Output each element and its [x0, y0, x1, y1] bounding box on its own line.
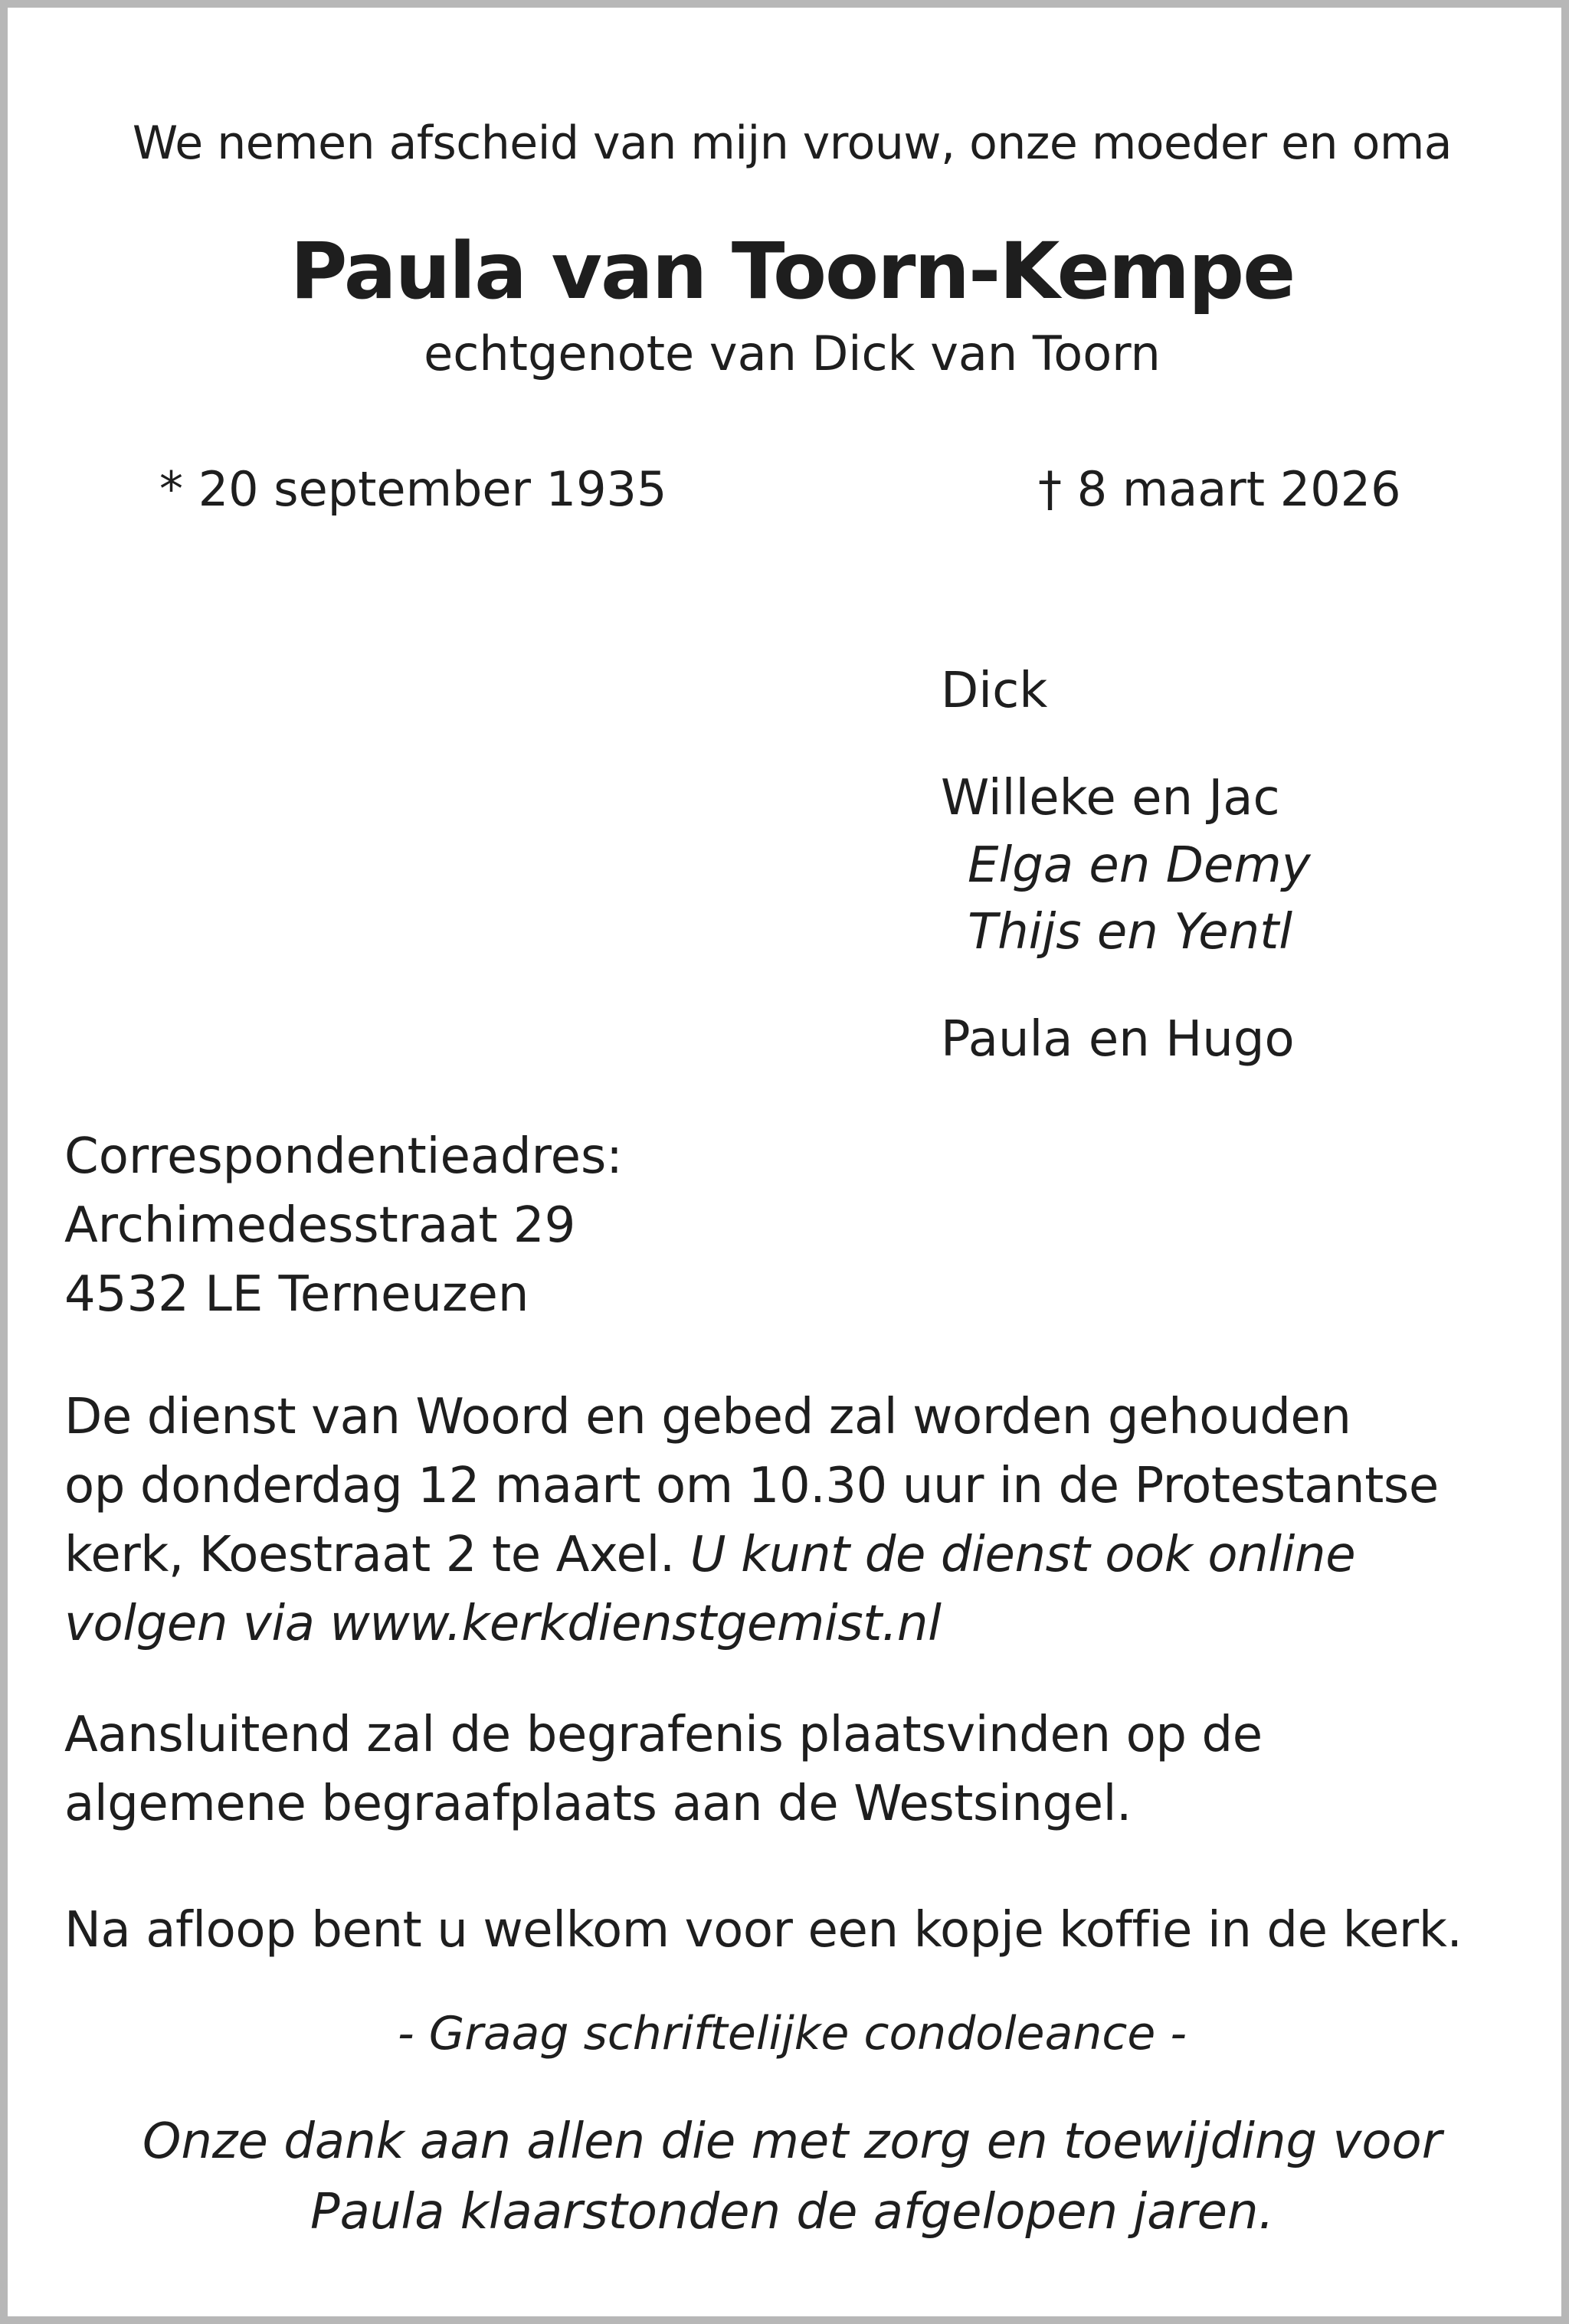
correspondence-address: [64, 1122, 623, 1329]
thanks-line: Onze dank aan allen die met zorg en toewijding voor: [142, 2113, 1443, 2170]
thanks-note: [8, 2106, 1569, 2247]
spouse-line: echtgenote van Dick van Toorn: [424, 326, 1161, 381]
family-member: Willeke en Jac: [941, 770, 1280, 826]
condolence-note: - Graag schriftelijke condoleance -: [397, 2007, 1187, 2061]
burial-line: algemene begraafplaats aan de Westsingel.: [64, 1776, 1132, 1832]
coffee-paragraph: Na afloop bent u welkom voor een kopje koffie in de kerk.: [64, 1902, 1463, 1959]
family-member: Dick: [941, 663, 1048, 719]
burial-paragraph: [64, 1700, 1263, 1838]
service-line: [64, 1520, 1439, 1589]
death-date: † 8 maart 2026: [1038, 461, 1401, 517]
family-member: Paula en Hugo: [941, 1011, 1295, 1068]
burial-line: Aansluitend zal de begrafenis plaatsvinden op de: [64, 1707, 1263, 1763]
service-line: De dienst van Woord en gebed zal worden gehouden: [64, 1389, 1351, 1445]
grandchild-member: Elga en Demy: [968, 837, 1311, 894]
online-note: U kunt de dienst ook online: [690, 1527, 1356, 1583]
service-location: kerk, Koestraat 2 te Axel.: [64, 1527, 690, 1583]
thanks-line: Paula klaarstonden de afgelopen jaren.: [310, 2184, 1274, 2241]
address-street: Archimedesstraat 29: [64, 1197, 576, 1254]
birth-date: * 20 september 1935: [159, 461, 667, 517]
service-line: op donderdag 12 maart om 10.30 uur in de Protestantse: [64, 1458, 1439, 1514]
grandchild-member: Thijs en Yentl: [968, 904, 1293, 961]
address-city: 4532 LE Terneuzen: [64, 1266, 529, 1323]
deceased-name: Paula van Toorn-Kempe: [290, 226, 1295, 317]
intro-text: We nemen afscheid van mijn vrouw, onze moeder en oma: [132, 116, 1453, 170]
service-paragraph: [64, 1383, 1439, 1658]
online-link-text: volgen via www.kerkdienstgemist.nl: [64, 1596, 942, 1652]
address-label: Correspondentieadres:: [64, 1128, 623, 1185]
